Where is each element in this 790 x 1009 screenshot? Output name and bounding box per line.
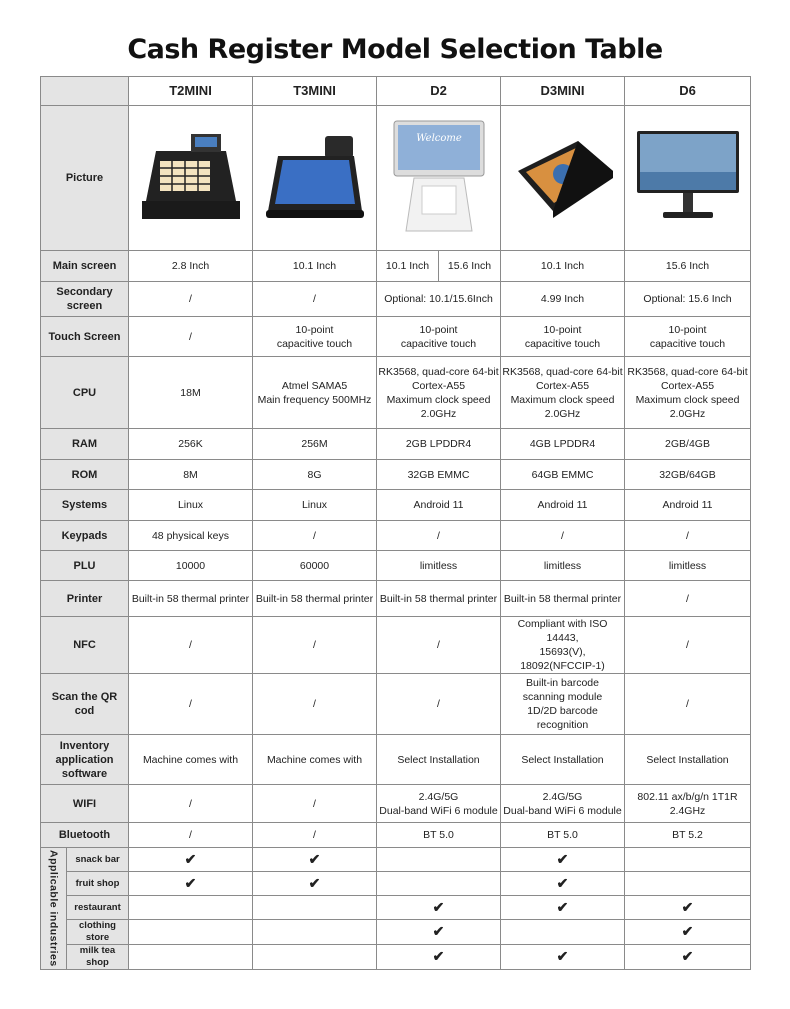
industry-cell [501, 848, 625, 872]
check-icon: ✔ [681, 948, 694, 964]
spec-row [41, 357, 751, 429]
industry-row [41, 896, 751, 920]
spec-cell: / [253, 785, 377, 823]
spec-cell: / [253, 823, 377, 848]
industry-row [41, 945, 751, 970]
product-image-d3mini [501, 106, 625, 251]
product-image-t2mini [129, 106, 253, 251]
product-image-t3mini [253, 106, 377, 251]
spec-cell: BT 5.0 [377, 823, 501, 848]
spec-cell: / [625, 617, 751, 674]
industry-cell [377, 945, 501, 970]
row-label: Keypads [41, 521, 129, 551]
model-header: T3MINI [253, 77, 377, 106]
row-label: Picture [41, 106, 129, 251]
spec-cell: 48 physical keys [129, 521, 253, 551]
spec-cell: / [501, 521, 625, 551]
row-label: Touch Screen [41, 317, 129, 357]
spec-cell: 15.6 Inch [625, 251, 751, 282]
spec-row [41, 551, 751, 581]
spec-cell: Machine comes with [129, 735, 253, 785]
industry-cell [129, 896, 253, 920]
spec-cell: Machine comes with [253, 735, 377, 785]
spec-cell: 10-point capacitive touch [501, 317, 625, 357]
spec-cell: 10-point capacitive touch [377, 317, 501, 357]
check-icon: ✔ [556, 948, 569, 964]
industry-label: milk tea shop [67, 945, 129, 970]
check-icon: ✔ [308, 874, 321, 891]
spec-cell: / [377, 674, 501, 735]
industry-cell [253, 920, 377, 945]
industry-cell [625, 848, 751, 872]
spec-cell: / [625, 581, 751, 617]
page-title: Cash Register Model Selection Table [127, 34, 663, 65]
welcome-screen-text: Welcome [415, 133, 462, 144]
spec-cell: / [129, 823, 253, 848]
industry-cell [625, 896, 751, 920]
industry-cell [253, 945, 377, 970]
spec-cell: Android 11 [501, 490, 625, 521]
industry-cell [625, 920, 751, 945]
check-icon: ✔ [681, 898, 694, 915]
spec-cell: / [625, 521, 751, 551]
industry-cell [377, 872, 501, 896]
spec-cell: BT 5.0 [501, 823, 625, 848]
check-icon: ✔ [184, 874, 197, 891]
spec-cell: 10.1 Inch [253, 251, 377, 282]
picture-row [41, 106, 751, 251]
model-header: D3MINI [501, 77, 625, 106]
check-icon: ✔ [184, 850, 197, 867]
spec-cell: limitless [377, 551, 501, 581]
model-header: D6 [625, 77, 751, 106]
spec-row [41, 317, 751, 357]
row-label: PLU [41, 551, 129, 581]
check-icon: ✔ [432, 898, 445, 915]
row-label: Printer [41, 581, 129, 617]
model-header: D2 [377, 77, 501, 106]
industry-cell [625, 945, 751, 970]
spec-row [41, 490, 751, 521]
spec-row [41, 823, 751, 848]
spec-cell: Compliant with ISO 14443, 15693(V), 18092(NFCCIP-1) [501, 617, 625, 674]
spec-cell: 10-point capacitive touch [253, 317, 377, 357]
spec-cell: Built-in 58 thermal printer [253, 581, 377, 617]
spec-cell: / [129, 785, 253, 823]
spec-cell: 32GB EMMC [377, 460, 501, 490]
row-label: Secondary screen [41, 282, 129, 317]
spec-row [41, 785, 751, 823]
spec-cell: Atmel SAMA5 Main frequency 500MHz [253, 357, 377, 429]
row-label: Bluetooth [41, 823, 129, 848]
model-selection-table [40, 76, 751, 970]
spec-cell: / [129, 674, 253, 735]
spec-cell: / [253, 617, 377, 674]
spec-cell: 2.4G/5G Dual-band WiFi 6 module [501, 785, 625, 823]
model-header: T2MINI [129, 77, 253, 106]
spec-cell: / [377, 521, 501, 551]
spec-cell: Select Installation [501, 735, 625, 785]
spec-cell: Built-in 58 thermal printer [129, 581, 253, 617]
check-icon: ✔ [681, 923, 694, 939]
industry-cell [253, 896, 377, 920]
spec-cell: 10.1 Inch [501, 251, 625, 282]
row-label: WIFI [41, 785, 129, 823]
spec-cell: / [625, 674, 751, 735]
spec-cell: 64GB EMMC [501, 460, 625, 490]
spec-cell: Linux [129, 490, 253, 521]
check-icon: ✔ [432, 948, 445, 964]
check-icon: ✔ [556, 850, 569, 867]
spec-cell: Built-in 58 thermal printer [501, 581, 625, 617]
spec-cell: Android 11 [625, 490, 751, 521]
spec-cell: 2.8 Inch [129, 251, 253, 282]
spec-cell: 15.6 Inch [447, 260, 492, 272]
industries-label-text: Applicable industries [47, 850, 60, 967]
row-label: Scan the QR cod [41, 674, 129, 735]
check-icon: ✔ [308, 850, 321, 867]
spec-cell: / [129, 617, 253, 674]
spec-cell: 2.4G/5G Dual-band WiFi 6 module [377, 785, 501, 823]
row-label: ROM [41, 460, 129, 490]
spec-row [41, 617, 751, 674]
row-label: CPU [41, 357, 129, 429]
industry-cell [377, 896, 501, 920]
spec-cell: 2GB LPDDR4 [377, 429, 501, 460]
spec-cell: limitless [501, 551, 625, 581]
spec-row [41, 581, 751, 617]
row-label: Main screen [41, 251, 129, 282]
industry-cell [501, 872, 625, 896]
spec-cell: 4GB LPDDR4 [501, 429, 625, 460]
spec-cell: Linux [253, 490, 377, 521]
industry-row [41, 872, 751, 896]
spec-row [41, 282, 751, 317]
spec-cell: Android 11 [377, 490, 501, 521]
industry-cell [501, 896, 625, 920]
spec-cell: 10-point capacitive touch [625, 317, 751, 357]
spec-cell: Built-in 58 thermal printer [377, 581, 501, 617]
spec-cell: 256M [253, 429, 377, 460]
spec-cell: / [377, 617, 501, 674]
spec-cell: / [253, 521, 377, 551]
industry-cell [129, 920, 253, 945]
spec-cell: Select Installation [625, 735, 751, 785]
row-label: RAM [41, 429, 129, 460]
spec-cell: Built-in barcode scanning module 1D/2D barcode recognition [501, 674, 625, 735]
industry-cell [501, 945, 625, 970]
spec-row [41, 521, 751, 551]
spec-cell: RK3568, quad-core 64-bit Cortex-A55 Maximum clock speed 2.0GHz [377, 357, 501, 429]
spec-cell: BT 5.2 [625, 823, 751, 848]
spec-cell: 256K [129, 429, 253, 460]
industry-cell [377, 920, 501, 945]
industry-cell [253, 872, 377, 896]
spec-cell: 2GB/4GB [625, 429, 751, 460]
spec-row [41, 460, 751, 490]
industry-cell [253, 848, 377, 872]
spec-cell: 8G [253, 460, 377, 490]
spec-row [41, 429, 751, 460]
industries-group-label [41, 848, 67, 970]
industry-label: clothing store [67, 920, 129, 945]
check-icon: ✔ [556, 874, 569, 891]
spec-cell: 18M [129, 357, 253, 429]
check-icon: ✔ [432, 923, 445, 939]
industry-label: fruit shop [67, 872, 129, 896]
spec-cell: 10000 [129, 551, 253, 581]
split-cell [377, 251, 500, 281]
spec-cell: 4.99 Inch [501, 282, 625, 317]
spec-row [41, 251, 751, 282]
industry-row [41, 920, 751, 945]
spec-cell: 10.1 Inch [377, 251, 439, 281]
industry-cell [377, 848, 501, 872]
industry-row [41, 848, 751, 872]
corner-cell [41, 77, 129, 106]
spec-cell: Optional: 10.1/15.6Inch [377, 282, 501, 317]
spec-cell: RK3568, quad-core 64-bit Cortex-A55 Maximum clock speed 2.0GHz [501, 357, 625, 429]
spec-row [41, 674, 751, 735]
spec-cell: / [129, 317, 253, 357]
header-row [41, 77, 751, 106]
spec-cell: / [253, 674, 377, 735]
industry-cell [129, 848, 253, 872]
spec-cell: 60000 [253, 551, 377, 581]
industry-cell [625, 872, 751, 896]
spec-cell: 32GB/64GB [625, 460, 751, 490]
row-label: Systems [41, 490, 129, 521]
spec-cell: 8M [129, 460, 253, 490]
spec-cell [377, 251, 501, 282]
spec-cell: / [253, 282, 377, 317]
check-icon: ✔ [556, 898, 569, 915]
industry-cell [129, 945, 253, 970]
product-image-d2 [377, 106, 501, 251]
industry-label: restaurant [67, 896, 129, 920]
row-label: NFC [41, 617, 129, 674]
row-label: Inventory application software [41, 735, 129, 785]
industry-cell [129, 872, 253, 896]
spec-cell: RK3568, quad-core 64-bit Cortex-A55 Maximum clock speed 2.0GHz [625, 357, 751, 429]
industry-label: snack bar [67, 848, 129, 872]
spec-cell: / [129, 282, 253, 317]
spec-cell: limitless [625, 551, 751, 581]
spec-row [41, 735, 751, 785]
product-image-d6 [625, 106, 751, 251]
spec-cell: Optional: 15.6 Inch [625, 282, 751, 317]
spec-cell: 802.11 ax/b/g/n 1T1R 2.4GHz [625, 785, 751, 823]
spec-cell: Select Installation [377, 735, 501, 785]
industry-cell [501, 920, 625, 945]
